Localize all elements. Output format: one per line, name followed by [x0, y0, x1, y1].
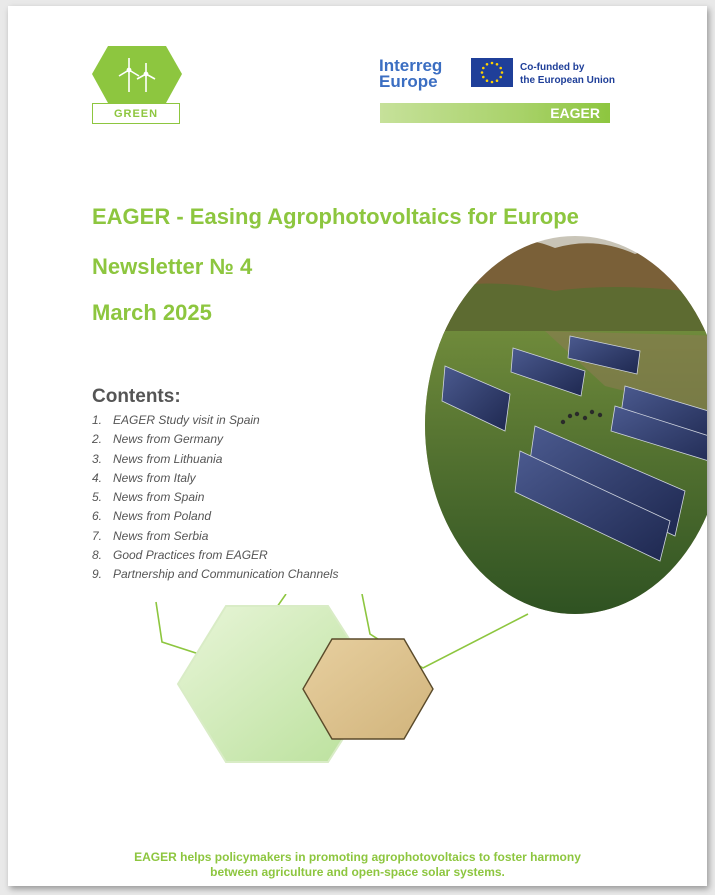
decorative-hexagons: [148, 594, 548, 774]
interreg-logo-line1: Interreg: [379, 56, 443, 75]
interreg-logo: [379, 58, 442, 90]
footer-tagline: [8, 850, 707, 880]
newsletter-date: March 2025: [92, 300, 212, 325]
footer-line1: EAGER helps policymakers in promoting agrophotovoltaics to foster harmony: [134, 850, 581, 864]
newsletter-page: [8, 6, 707, 886]
contents-item: 1. EAGER Study visit in Spain: [92, 413, 260, 427]
contents-item: 4. News from Italy: [92, 470, 196, 485]
contents-list: [92, 413, 338, 587]
contents-item: 3. News from Lithuania: [92, 451, 223, 466]
contents-item: 2. News from Germany: [92, 432, 224, 447]
contents-item: 8. Good Practices from EAGER: [92, 548, 268, 563]
eu-cofunded-text: [520, 61, 615, 87]
contents-item: 9. Partnership and Communication Channels: [92, 567, 339, 582]
main-title: EAGER - Easing Agrophotovoltaics for Europe: [92, 204, 579, 229]
cofunded-line2: the European Union: [520, 75, 615, 86]
cofunded-line1: Co-funded by: [520, 62, 585, 73]
contents-item: 7. News from Serbia: [92, 528, 209, 543]
newsletter-number: Newsletter № 4: [92, 254, 253, 279]
eu-flag-icon: [471, 58, 513, 87]
footer-line2: between agriculture and open-space solar systems.: [210, 865, 505, 879]
green-logo-hexagon: [92, 46, 182, 103]
contents-item: 6. News from Poland: [92, 509, 212, 524]
green-logo-label: GREEN: [92, 103, 180, 124]
interreg-logo-line2: Europe: [379, 72, 438, 91]
eager-project-bar: [380, 103, 610, 123]
eager-project-label: EAGER: [550, 105, 600, 121]
agrivoltaic-field-photo: [425, 236, 707, 614]
contents-heading: Contents:: [92, 386, 181, 407]
contents-item: 5. News from Spain: [92, 490, 205, 505]
